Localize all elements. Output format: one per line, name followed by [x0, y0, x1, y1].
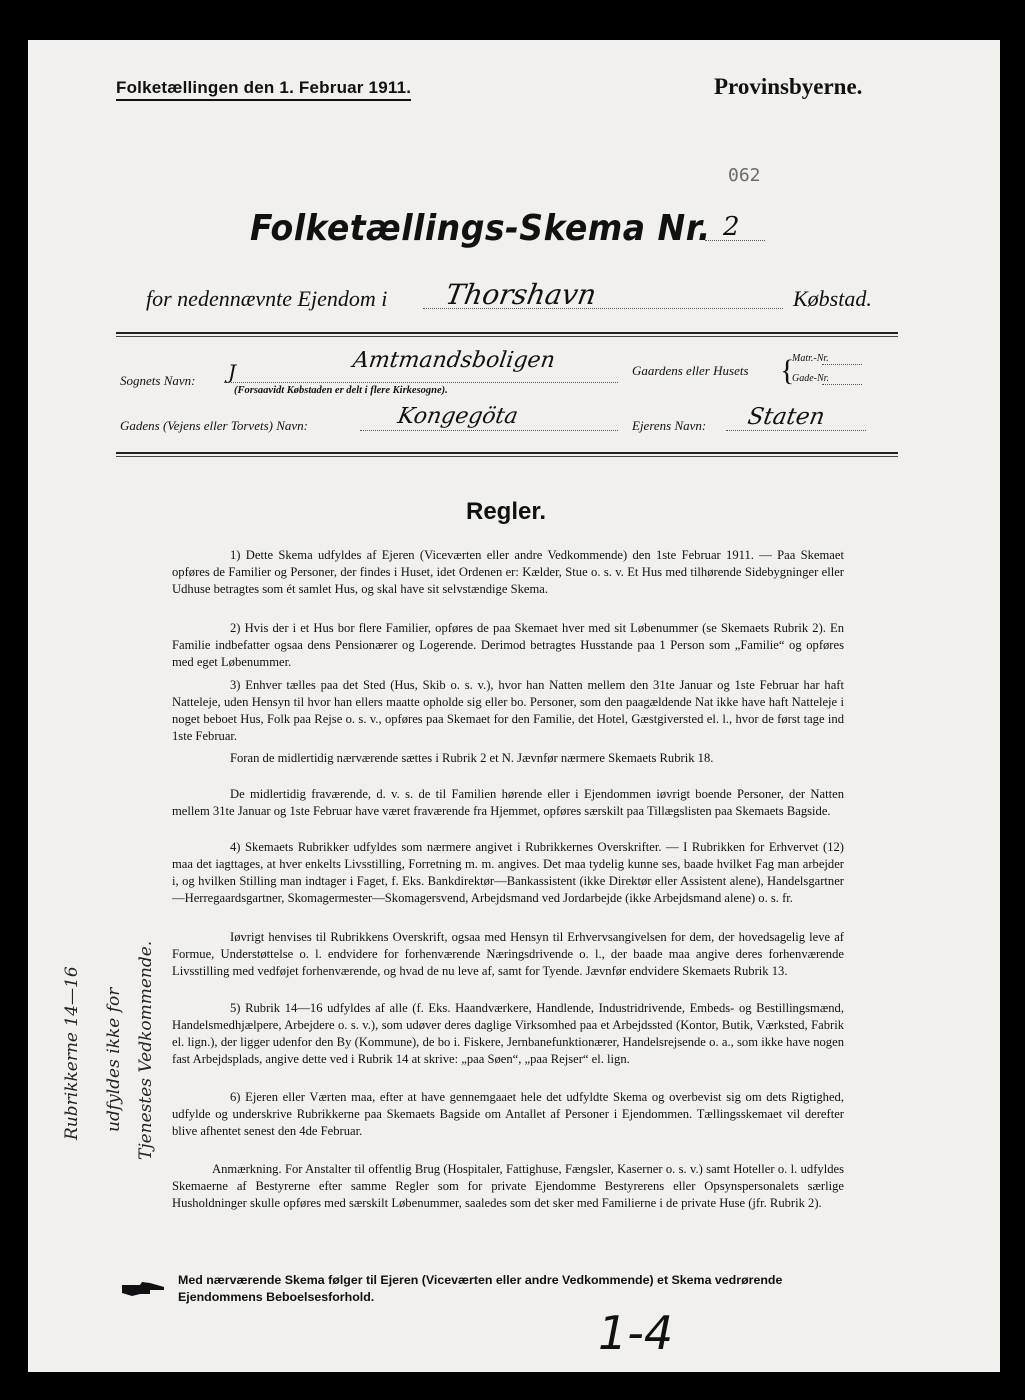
rule-paragraph-4b: Iøvrigt henvises til Rubrikkens Overskrift, ogsaa med Hensyn til Erhvervsangivelsen for dem, der hovedsagelig leve af Formue, Understøttelse o. l. endvidere for forhenværende Næringsdrivende o. l., der baade maa angive deres forhenværende Livsstilling med vedføjet forhenværende, og hvad de nu leve af, samt for Tyende. Jævnfør endvidere Skemaets Rubrik 13. [172, 929, 844, 978]
rule-paragraph-1: 1) Dette Skema udfyldes af Ejeren (Viceværten eller andre Vedkommende) den 1ste Februar 1911. — Paa Skemaet opføres de Familier og Personer, der findes i Huset, idet Ordenen er: Kælder, Stue o. s. v. Et Hus med tilhørende Sidebygninger eller Udhuse betragtes som ét samlet Hus, og skal have sit selvstændige Skema. [172, 547, 844, 596]
rules-heading: Regler. [466, 498, 547, 525]
town-handwritten: Thorshavn [443, 278, 599, 311]
top-divider-thin [116, 336, 898, 337]
owner-handwritten: Staten [745, 404, 827, 430]
street-handwritten: Kongegöta [395, 404, 520, 429]
gade-nr-label: Gade-Nr. [792, 373, 829, 384]
mid-divider-thin [116, 456, 898, 457]
mid-divider [116, 452, 898, 454]
property-suffix: Købstad. [793, 286, 872, 311]
matr-nr-line [822, 364, 862, 365]
rule-paragraph-6: 6) Ejeren eller Værten maa, efter at have gennemgaaet hele det udfyldte Skema og overbevist sig om dets Rigtighed, udfylde og underskrive Rubrikkerne paa Skemaets Bagside om Antallet af Personer i Ejendommen. Tællingsskemaet vil derefter blive afhentet senest den 4de Februar. [172, 1089, 844, 1138]
census-date-header: Folketællingen den 1. Februar 1911. [116, 78, 411, 101]
sogn-note: (Forsaavidt Købstaden er delt i flere Kirkesogne). [234, 385, 448, 396]
rule-paragraph-5: 5) Rubrik 14—16 udfyldes af alle (f. Eks. Haandværkere, Handlende, Industridrivende, Embeds- og Bestillingsmænd, Handelsmedhjælpere, Arbejdere o. s. v.), som udøver deres daglige Virksomhed paa et Arbejdssted (Kontor, Butik, Værksted, Fabrik el. lign.), der ligger udenfor den By (Kommune), de bo i. Fiskere, Jernbanefunktionærer, Handelsrejsende o. a., som ikke have nogen fast Arbejdsplads, angive dette ved i Rubrik 14 at skrive: „paa Søen“, „paa Rejser“ el. lign. [172, 1000, 844, 1067]
rule-paragraph-3c: De midlertidig fraværende, d. v. s. de til Familien hørende eller i Ejendommen iøvrigt boende Personer, der Natten mellem 31te Januar og 1ste Februar have været fraværende fra Hjemmet, opføres særskilt paa Tillægslisten paa Skemaets Bagside. [172, 786, 844, 818]
rule-paragraph-2: 2) Hvis der i et Hus bor flere Familier, opføres de paa Skemaet hver med sit Løbenummer (se Skemaets Rubrik 2). En Familie indbefatter ogsaa dens Pensionærer og Logerende. Derimod betragtes Husstande paa 1 Person som „Familie“ og opføres med eget Løbenummer. [172, 620, 844, 669]
brace-symbol: { [780, 354, 795, 387]
sogn-label: Sognets Navn: [120, 373, 196, 388]
form-title: Folketællings-Skema Nr. [250, 208, 711, 249]
owner-line [726, 430, 866, 431]
rule-paragraph-4: 4) Skemaets Rubrikker udfyldes som nærmere angivet i Rubrikkernes Overskrifter. — I Rubrikken for Erhvervet (12) maa det iagttages, at hver enkelts Livsstilling, Forretning m. m. angives. Det maa tydelig kunne ses, baade hvilket Fag man arbejder i, og hvilken Stilling man indtager i Faget, f. Eks. Bankdirektør—Bankassistent (ikke Direktør eller Assistent alene), Handelsgartner—Herregaardsgartner, Skomagermester—Skomagersvend, Arbejdsmand ved Jordarbejde (ikke Arbejdsmand alene) o. s. fr. [172, 839, 844, 906]
margin-note-line-1: Rubrikkerne 14—16 [62, 966, 82, 1140]
matr-nr-label: Matr.-Nr. [792, 353, 829, 364]
form-number-handwritten: 2 [723, 212, 740, 242]
gaard-label: Gaardens eller Husets [632, 363, 749, 378]
building-name-handwritten: Amtmandsboligen [351, 348, 557, 373]
sogn-value-handwritten: J [228, 360, 237, 384]
street-label: Gadens (Vejens eller Torvets) Navn: [120, 418, 308, 433]
street-line [360, 430, 618, 431]
region-header: Provinsbyerne. [714, 74, 863, 99]
stamp-number: 062 [728, 165, 761, 186]
property-label: for nedennævnte Ejendom i [146, 286, 388, 311]
rule-annotation: Anmærkning. For Anstalter til offentlig Brug (Hospitaler, Fattighuse, Fængsler, Kaserner o. s. v.) samt Hoteller o. l. udfyldes Skemaerne af Bestyrerne efter samme Regler som for private Ejendomme Bestyrerens eller Opsynspersonalets særlige Husholdninger skulle opføres med særskilt Løbenummer, saaledes som det sker med Familierne i de private Huse (jfr. Rubrik 2). [172, 1161, 844, 1210]
gade-nr-line [822, 384, 862, 385]
rule-paragraph-3b: Foran de midlertidig nærværende sættes i Rubrik 2 et N. Jævnfør nærmere Skemaets Rubrik 18. [230, 750, 714, 765]
page-number-handwritten: 1-4 [598, 1306, 674, 1360]
top-divider [116, 332, 898, 334]
rule-paragraph-3: 3) Enhver tælles paa det Sted (Hus, Skib o. s. v.), hvor han Natten mellem den 31te Januar og 1ste Februar har haft Natteleje, uden Hensyn til hvor han ellers maatte opholde sig eller bo. Personer, som den paagældende Nat ikke have haft Natteleje i noget beboet Hus, Folk paa Rejse o. s. v., opføres paa Skemaet for den Familie, det Hotel, Gæstgiversted el. l., hvor de først tage ind 1ste Februar. [172, 677, 844, 744]
census-form-page [28, 40, 1000, 1372]
pointing-hand-icon [120, 1277, 166, 1299]
owner-label: Ejerens Navn: [632, 418, 707, 433]
margin-note-line-3: Tjenestes Vedkommende. [136, 940, 156, 1160]
margin-note-line-2: udfyldes ikke for [104, 987, 124, 1132]
footer-note: Med nærværende Skema følger til Ejeren (Viceværten eller andre Vedkommende) et Skema vedrørende Ejendommens Beboelsesforhold. [178, 1273, 783, 1304]
sogn-line [224, 382, 618, 383]
